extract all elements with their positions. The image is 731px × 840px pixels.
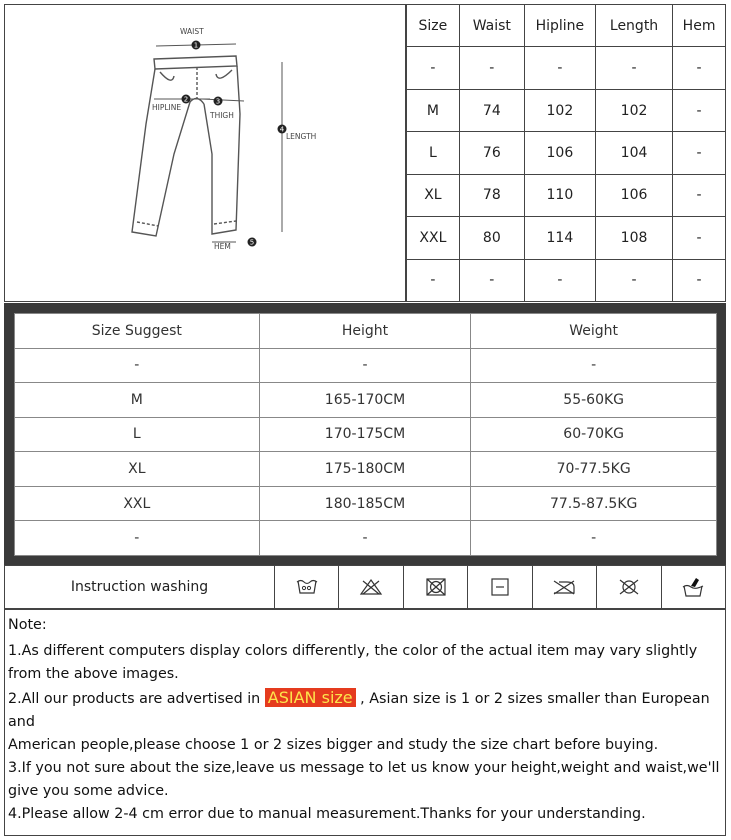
wash-30-icon <box>275 566 339 608</box>
table-cell: 114 <box>524 217 595 259</box>
size-suggest-table <box>14 313 717 556</box>
pants-illustration <box>4 4 406 302</box>
svg-text:5: 5 <box>249 238 255 247</box>
table-row <box>407 132 726 174</box>
table-cell: - <box>471 348 717 383</box>
table-cell: Height <box>259 314 471 349</box>
table-cell: XXL <box>15 486 260 521</box>
table-cell: - <box>595 47 672 89</box>
table-row <box>15 417 717 452</box>
table-row <box>15 521 717 556</box>
table-cell: Size Suggest <box>15 314 260 349</box>
hand-wash-icon <box>662 566 725 608</box>
note-2: 2.All our products are advertised in ASIAN size , Asian size is 1 or 2 sizes smaller than European and <box>8 688 710 730</box>
hem-label: HEM <box>214 242 231 251</box>
table-cell: - <box>673 89 726 131</box>
washing-instructions <box>4 565 726 609</box>
table-cell: - <box>673 259 726 301</box>
size-table <box>406 4 726 302</box>
table-row <box>15 383 717 418</box>
table-cell: 55-60KG <box>471 383 717 418</box>
table-cell: - <box>15 521 260 556</box>
no-bleach-icon <box>339 566 403 608</box>
svg-text:4: 4 <box>279 125 285 134</box>
table-cell: 180-185CM <box>259 486 471 521</box>
table-row <box>407 217 726 259</box>
note-1: 1.As different computers display colors differently, the color of the actual item may vary slightly from the above images. <box>8 643 698 682</box>
svg-text:2: 2 <box>183 95 189 104</box>
table-row <box>15 348 717 383</box>
note-4: 4.Please allow 2-4 cm error due to manual measurement.Thanks for your understanding. <box>8 806 646 822</box>
length-label: LENGTH <box>286 132 317 141</box>
note-3: 3.If you not sure about the size,leave us message to let us know your height,weight and waist,we'll give you some advice. <box>8 760 720 799</box>
table-cell: - <box>673 174 726 216</box>
table-cell: - <box>407 47 460 89</box>
table-cell: 76 <box>459 132 524 174</box>
table-cell: L <box>407 132 460 174</box>
svg-text:1: 1 <box>193 41 199 50</box>
thigh-label: THIGH <box>210 111 234 120</box>
table-cell: XL <box>15 452 260 487</box>
table-cell: - <box>673 132 726 174</box>
table-cell: M <box>407 89 460 131</box>
dry-flat-icon <box>468 566 532 608</box>
table-cell: 106 <box>595 174 672 216</box>
table-row <box>407 259 726 301</box>
notes-title: Note: <box>8 617 47 633</box>
table-cell: - <box>259 348 471 383</box>
table-cell: L <box>15 417 260 452</box>
washing-label: Instruction washing <box>5 566 275 608</box>
table-cell: Hem <box>673 5 726 47</box>
note-2-continued: American people,please choose 1 or 2 sizes bigger and study the size chart before buying. <box>8 737 659 753</box>
table-cell: Hipline <box>524 5 595 47</box>
table-cell: - <box>407 259 460 301</box>
table-cell: - <box>673 47 726 89</box>
table-cell: 74 <box>459 89 524 131</box>
table-header-row <box>15 314 717 349</box>
table-cell: 60-70KG <box>471 417 717 452</box>
table-cell: Length <box>595 5 672 47</box>
table-cell: - <box>524 259 595 301</box>
table-cell: 175-180CM <box>259 452 471 487</box>
asian-size-highlight: ASIAN size <box>265 688 356 707</box>
table-cell: Waist <box>459 5 524 47</box>
svg-text:3: 3 <box>215 97 221 106</box>
table-row <box>407 89 726 131</box>
table-row <box>15 486 717 521</box>
iron-low-icon <box>533 566 597 608</box>
no-dry-clean-icon <box>597 566 661 608</box>
table-cell: Size <box>407 5 460 47</box>
table-header-row <box>407 5 726 47</box>
table-cell: 77.5-87.5KG <box>471 486 717 521</box>
table-cell: Weight <box>471 314 717 349</box>
table-cell: - <box>459 47 524 89</box>
table-cell: - <box>471 521 717 556</box>
table-cell: 78 <box>459 174 524 216</box>
table-row <box>407 174 726 216</box>
hipline-label: HIPLINE <box>152 103 182 112</box>
table-cell: - <box>524 47 595 89</box>
table-cell: XL <box>407 174 460 216</box>
table-cell: - <box>15 348 260 383</box>
table-cell: 104 <box>595 132 672 174</box>
table-cell: M <box>15 383 260 418</box>
table-row <box>15 452 717 487</box>
table-cell: - <box>673 217 726 259</box>
table-cell: 165-170CM <box>259 383 471 418</box>
waist-label: WAIST <box>180 27 204 36</box>
table-cell: 106 <box>524 132 595 174</box>
table-cell: 110 <box>524 174 595 216</box>
table-cell: 108 <box>595 217 672 259</box>
table-row <box>407 47 726 89</box>
table-cell: 102 <box>595 89 672 131</box>
table-cell: 170-175CM <box>259 417 471 452</box>
notes-section <box>4 609 726 836</box>
table-cell: - <box>595 259 672 301</box>
no-tumble-dry-icon <box>404 566 468 608</box>
table-cell: 102 <box>524 89 595 131</box>
table-cell: 70-77.5KG <box>471 452 717 487</box>
table-cell: XXL <box>407 217 460 259</box>
table-cell: 80 <box>459 217 524 259</box>
table-cell: - <box>259 521 471 556</box>
table-cell: - <box>459 259 524 301</box>
pants-diagram <box>4 4 406 302</box>
